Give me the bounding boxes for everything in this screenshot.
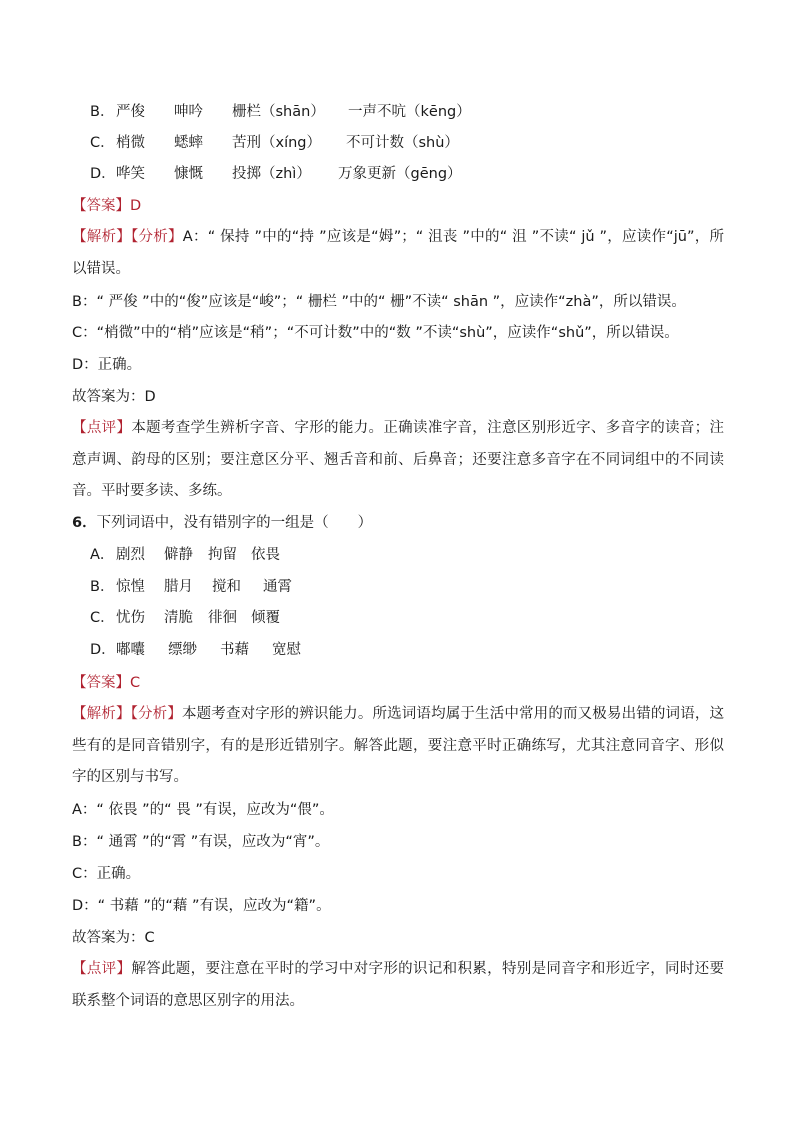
option-word: 蟋蟀 xyxy=(174,135,203,151)
option-word: 一声不吭（kēng） xyxy=(348,104,471,120)
q6-option-d xyxy=(90,640,301,660)
option-word: 万象更新（gēng） xyxy=(338,166,462,182)
q6-option-b xyxy=(90,577,292,597)
q6-option-c xyxy=(90,608,280,628)
answer-value: D xyxy=(130,198,142,214)
option-word: 苦刑（xíng） xyxy=(232,135,322,151)
option-word: 搅和 xyxy=(212,579,241,595)
option-letter: B． xyxy=(90,104,115,120)
option-letter: D． xyxy=(90,166,116,182)
question-number: 6． xyxy=(72,515,97,531)
option-word: 严俊 xyxy=(116,104,145,120)
analysis-text: 本题考查对字形的辨识能力。所选词语均属于生活中常用的而又极易出错的词语，这些有的是同音错别字，有的是形近错别字。解答此题，要注意平时正确练写，尤其注意同音字、形似字的区别与书写。 xyxy=(72,706,725,785)
q6-option-a xyxy=(90,545,280,565)
q6-conclusion: 故答案为：C xyxy=(72,930,155,946)
q6-stem xyxy=(72,513,372,533)
q6-analysis-c: C：正确。 xyxy=(72,866,141,882)
option-word: 缥缈 xyxy=(168,642,197,658)
option-word: 惊惶 xyxy=(116,579,145,595)
question-text: 下列词语中，没有错别字的一组是（ ） xyxy=(96,515,373,531)
analysis-text: A：“ 保持 ”中的“持 ”应该是“姆”；“ 沮丧 ”中的“ 沮 ”不读“ jǔ ”，应读作“jū”，所以错误。 xyxy=(72,229,724,277)
option-letter: D． xyxy=(90,642,116,658)
option-word: 倾覆 xyxy=(251,610,280,626)
answer-tag: 【答案】 xyxy=(72,675,130,691)
option-word: 清脆 xyxy=(164,610,193,626)
option-word: 忧伤 xyxy=(116,610,145,626)
option-word: 哗笑 xyxy=(116,166,145,182)
comment-text: 本题考查学生辨析字音、字形的能力。正确读准字音，注意区别形近字、多音字的读音；注意声调、韵母的区别；要注意区分平、翘舌音和前、后鼻音；还要注意多音字在不同词组中的不同读音。平时要多读、多练。 xyxy=(72,420,725,499)
option-word: 依畏 xyxy=(251,547,280,563)
comment-tag: 【点评】 xyxy=(72,420,132,436)
option-word: 拘留 xyxy=(208,547,237,563)
q6-analysis-d: D：“ 书藉 ”的“藉 ”有误，应改为“籍”。 xyxy=(72,898,331,914)
option-word: 慷慨 xyxy=(174,166,203,182)
q5-option-b xyxy=(90,102,471,122)
q5-conclusion: 故答案为：D xyxy=(72,389,156,405)
option-word: 书藉 xyxy=(220,642,249,658)
option-word: 呻吟 xyxy=(174,104,203,120)
option-word: 僻静 xyxy=(164,547,193,563)
option-word: 腊月 xyxy=(164,579,193,595)
option-letter: A． xyxy=(90,547,115,563)
answer-tag: 【答案】 xyxy=(72,198,130,214)
q6-analysis-intro xyxy=(72,699,724,794)
analysis-tag: 【解析】【分析】 xyxy=(72,706,182,722)
option-word: 通霄 xyxy=(263,579,292,595)
option-word: 梢微 xyxy=(116,135,145,151)
option-word: 剧烈 xyxy=(116,547,145,563)
option-word: 不可计数（shù） xyxy=(346,135,459,151)
q5-analysis-a xyxy=(72,222,724,285)
q6-analysis-a: A：“ 依畏 ”的“ 畏 ”有误，应改为“偎”。 xyxy=(72,802,334,818)
comment-text: 解答此题，要注意在平时的学习中对字形的识记和积累，特别是同音字和形近字，同时还要联系整个词语的意思区别字的用法。 xyxy=(72,961,725,1009)
q6-answer xyxy=(72,673,140,693)
option-letter: C． xyxy=(90,610,115,626)
option-word: 投掷（zhì） xyxy=(232,166,311,182)
option-letter: C． xyxy=(90,135,115,151)
q5-comment xyxy=(72,413,724,508)
answer-value: C xyxy=(130,675,141,691)
q5-option-d xyxy=(90,164,462,184)
q5-analysis-c: C：“梢微”中的“梢”应该是“稍”；“不可计数”中的“数 ”不读“shù”，应读作“shǔ”，所以错误。 xyxy=(72,325,679,341)
option-word: 徘徊 xyxy=(208,610,237,626)
option-word: 栅栏（shān） xyxy=(232,104,325,120)
option-word: 嘟囔 xyxy=(116,642,145,658)
q6-comment xyxy=(72,954,724,1017)
q5-answer xyxy=(72,196,141,216)
q5-analysis-b: B：“ 严俊 ”中的“俊”应该是“峻”；“ 栅栏 ”中的“ 栅”不读“ shān ”，应读作“zhà”，所以错误。 xyxy=(72,294,686,310)
option-letter: B． xyxy=(90,579,115,595)
q5-option-c xyxy=(90,133,459,153)
comment-tag: 【点评】 xyxy=(72,961,132,977)
q6-analysis-b: B：“ 通霄 ”的“霄 ”有误，应改为“宵”。 xyxy=(72,834,330,850)
analysis-tag: 【解析】【分析】 xyxy=(72,229,183,245)
q5-analysis-d: D：正确。 xyxy=(72,357,142,373)
option-word: 宽慰 xyxy=(272,642,301,658)
